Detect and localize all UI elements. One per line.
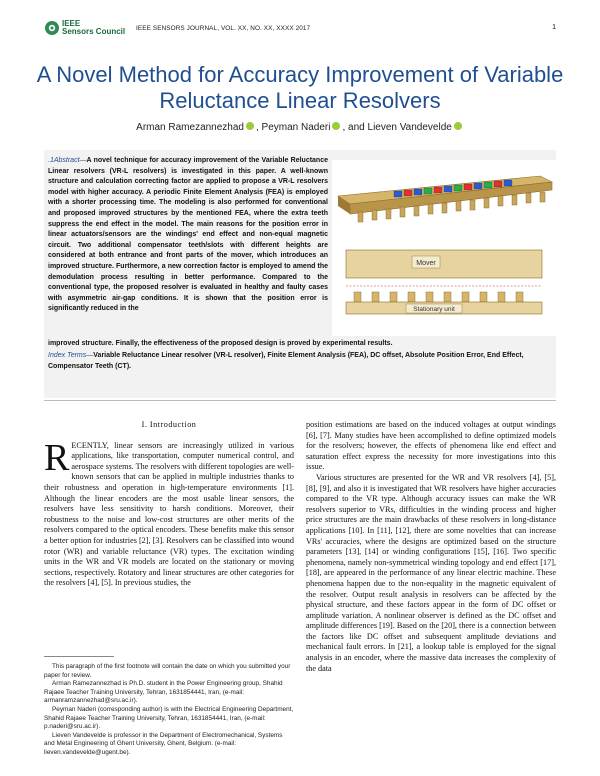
abstract-divider (44, 400, 556, 401)
ieee-sensors-council-logo (44, 20, 125, 36)
footnote-rule (44, 656, 114, 657)
abstract-body: A novel technique for accuracy improvement of the Variable Reluctance Linear resolvers (VR-L resolvers) is investigated in this paper. A well-known structure and calculation correcting factor are applied to propose a VR-L resolvers model with higher accuracy. A periodic Finite Element Analysis (FEA) is employed with a shorter processing time. The modeling is also performed for conventional and proposed improved structures by the mentioned FEA, where the extra teeth suppress the end effect in the model. The main reasons for the position error in linear actuators/sensors are the windings' end effect and non-equal magnetic circuit. Two additional compensator teeth/slots with different heights are considered at both entrance and front parts of the mover, which introduces an improved structure. Furthermore, a new correction factor is employed to amend the demodulation process resulting in better performance. Compared to the conventional type, the proposed resolver is evaluated in healthy and faulty cases with asymmetric air-gap conditions. It is shown that the position error is significantly reduced in the (48, 157, 328, 313)
right-column (306, 420, 556, 674)
footnote-1: This paragraph of the first footnote will contain the date on which you submitted your paper for review. (44, 663, 291, 679)
left-column (44, 420, 294, 589)
page-number: 1 (552, 24, 556, 31)
index-terms-label: Index Terms— (48, 352, 94, 359)
abstract-label: .1Abstract— (48, 157, 87, 164)
resolver-structure-figure (332, 160, 556, 336)
author-2: , Peyman Naderi (256, 122, 331, 133)
journal-line: IEEE SENSORS JOURNAL, VOL. XX, NO. XX, XXXX 2017 (136, 25, 311, 32)
abstract-continuation: improved structure. Finally, the effectiveness of the proposed design is proved by experimental results. (48, 340, 393, 347)
mover-label: Mover (416, 260, 436, 267)
orcid-icon[interactable] (454, 122, 462, 130)
page-header (44, 18, 556, 38)
author-line (0, 122, 600, 133)
author-1: Arman Ramezannezhad (136, 122, 244, 133)
paper-title: A Novel Method for Accuracy Improvement of Variable Reluctance Linear Resolvers (36, 62, 564, 113)
index-terms-body: Variable Reluctance Linear resolver (VR-L resolver), Finite Element Analysis (FEA), DC offset, Absolute Position Error, End Effect, Compensator Teeth (CT). (48, 352, 524, 370)
index-terms (48, 351, 552, 372)
footnote-2: Arman Ramezannezhad is Ph.D. student in the Power Engineering group, Shahid Rajaee Teacher Training University, Tehran, 1631854441, Iran, (e-mail: armanramzannezhad@sru.ac.ir). (44, 680, 283, 705)
drop-cap: R (44, 436, 70, 479)
orcid-icon[interactable] (246, 122, 254, 130)
footnotes (44, 663, 294, 758)
logo-line2: Sensors Council (62, 27, 126, 36)
abstract-text (48, 156, 328, 315)
abstract-box (44, 150, 556, 398)
sensors-logo-icon (44, 20, 60, 36)
logo-line1: IEEE (62, 19, 81, 28)
intro-right-paragraph-2: Various structures are presented for the WR and VR resolvers [4], [5], [8], [9], and also it is investigated that WR resolvers have higher accuracies compared to the VR type. Although accuracy issues can make the WR resolvers superior to VRs, difficulties in the winding process and higher price structures are the main drawbacks of these resolvers in long-distance applications [10]. In [11], [12], there are some novelties that can increase VRs' accuracies, where the designs are optimized based on the structure parameters [13], [14] or winding configurations [15], [16]. Two specific phenomena, namely non-symmetrical winding topology and end effect [17], [18], are appeared in the performance of any linear electric machine. These phenomena happen due to the non-equality in the magnetic equivalent of the resolver. Output result analysis in resolvers can be affected by the physical structure, and these factors appear in the form of DC offset or amplitude variation. A nonlinear observer is defined as the DC offset and amplitude differences [19]. Based on the [20], there is a connection between the factors like DC offset and subsequent amplitude deviations and mechanical fault errors. In [21], a lookup table is employed for the signal analysis in an encoder, where the massive data increases the complexity of the data (306, 472, 556, 673)
stationary-unit-label: Stationary unit (413, 306, 455, 313)
orcid-icon[interactable] (332, 122, 340, 130)
section-heading-introduction: I. Introduction (141, 420, 197, 429)
intro-left-text: ECENTLY, linear sensors are increasingly utilized in various applications, like transportation, computer numerical control, and aerospace systems. The resolvers with different topologies are well-known sensors that can be applied in multiple industries thanks to their robustness and operation in high-temperature environments [1]. Although the linear encoders are the most usable linear sensors, the resolvers have less sensitivity to harsh conditions. Moreover, their robustness to the noise and low-cost structures are other merits of the resolvers compared to the optical encoders. These benefits make this sensor a better option for industries [2], [3]. Resolvers can be classified into wound rotor (WR) and variable reluctance (VR) types. The excitation winding units in the WR and VR models are located on the stationary or moving sections, respectively. Rotatory and linear structures are other categories for the resolvers [4], [5]. In previous studies, the (44, 440, 294, 588)
intro-right-paragraph-1: position estimations are based on the induced voltages at output windings [6], [7]. Many studies have been accomplished to define optimized models for the resolvers; however, the effects of phenomena like end effect and saturation effect express the necessity for more investigations into this issue. (306, 420, 556, 472)
author-3: , and Lieven Vandevelde (342, 122, 452, 133)
footnote-4: Lieven Vandevelde is professor in the Department of Electromechanical, Systems and Metal Engineering of Ghent University, Ghent, Belgium. (e-mail: lieven.vandevelde@ugent.be). (44, 731, 283, 756)
footnote-3: Peyman Naderi (corresponding author) is with the Electrical Engineering Department, Shahid Rajaee Teacher Training University, Tehran, 1631854441, Iran, (e-mail: p.naderi@sru.ac.ir). (44, 705, 294, 731)
